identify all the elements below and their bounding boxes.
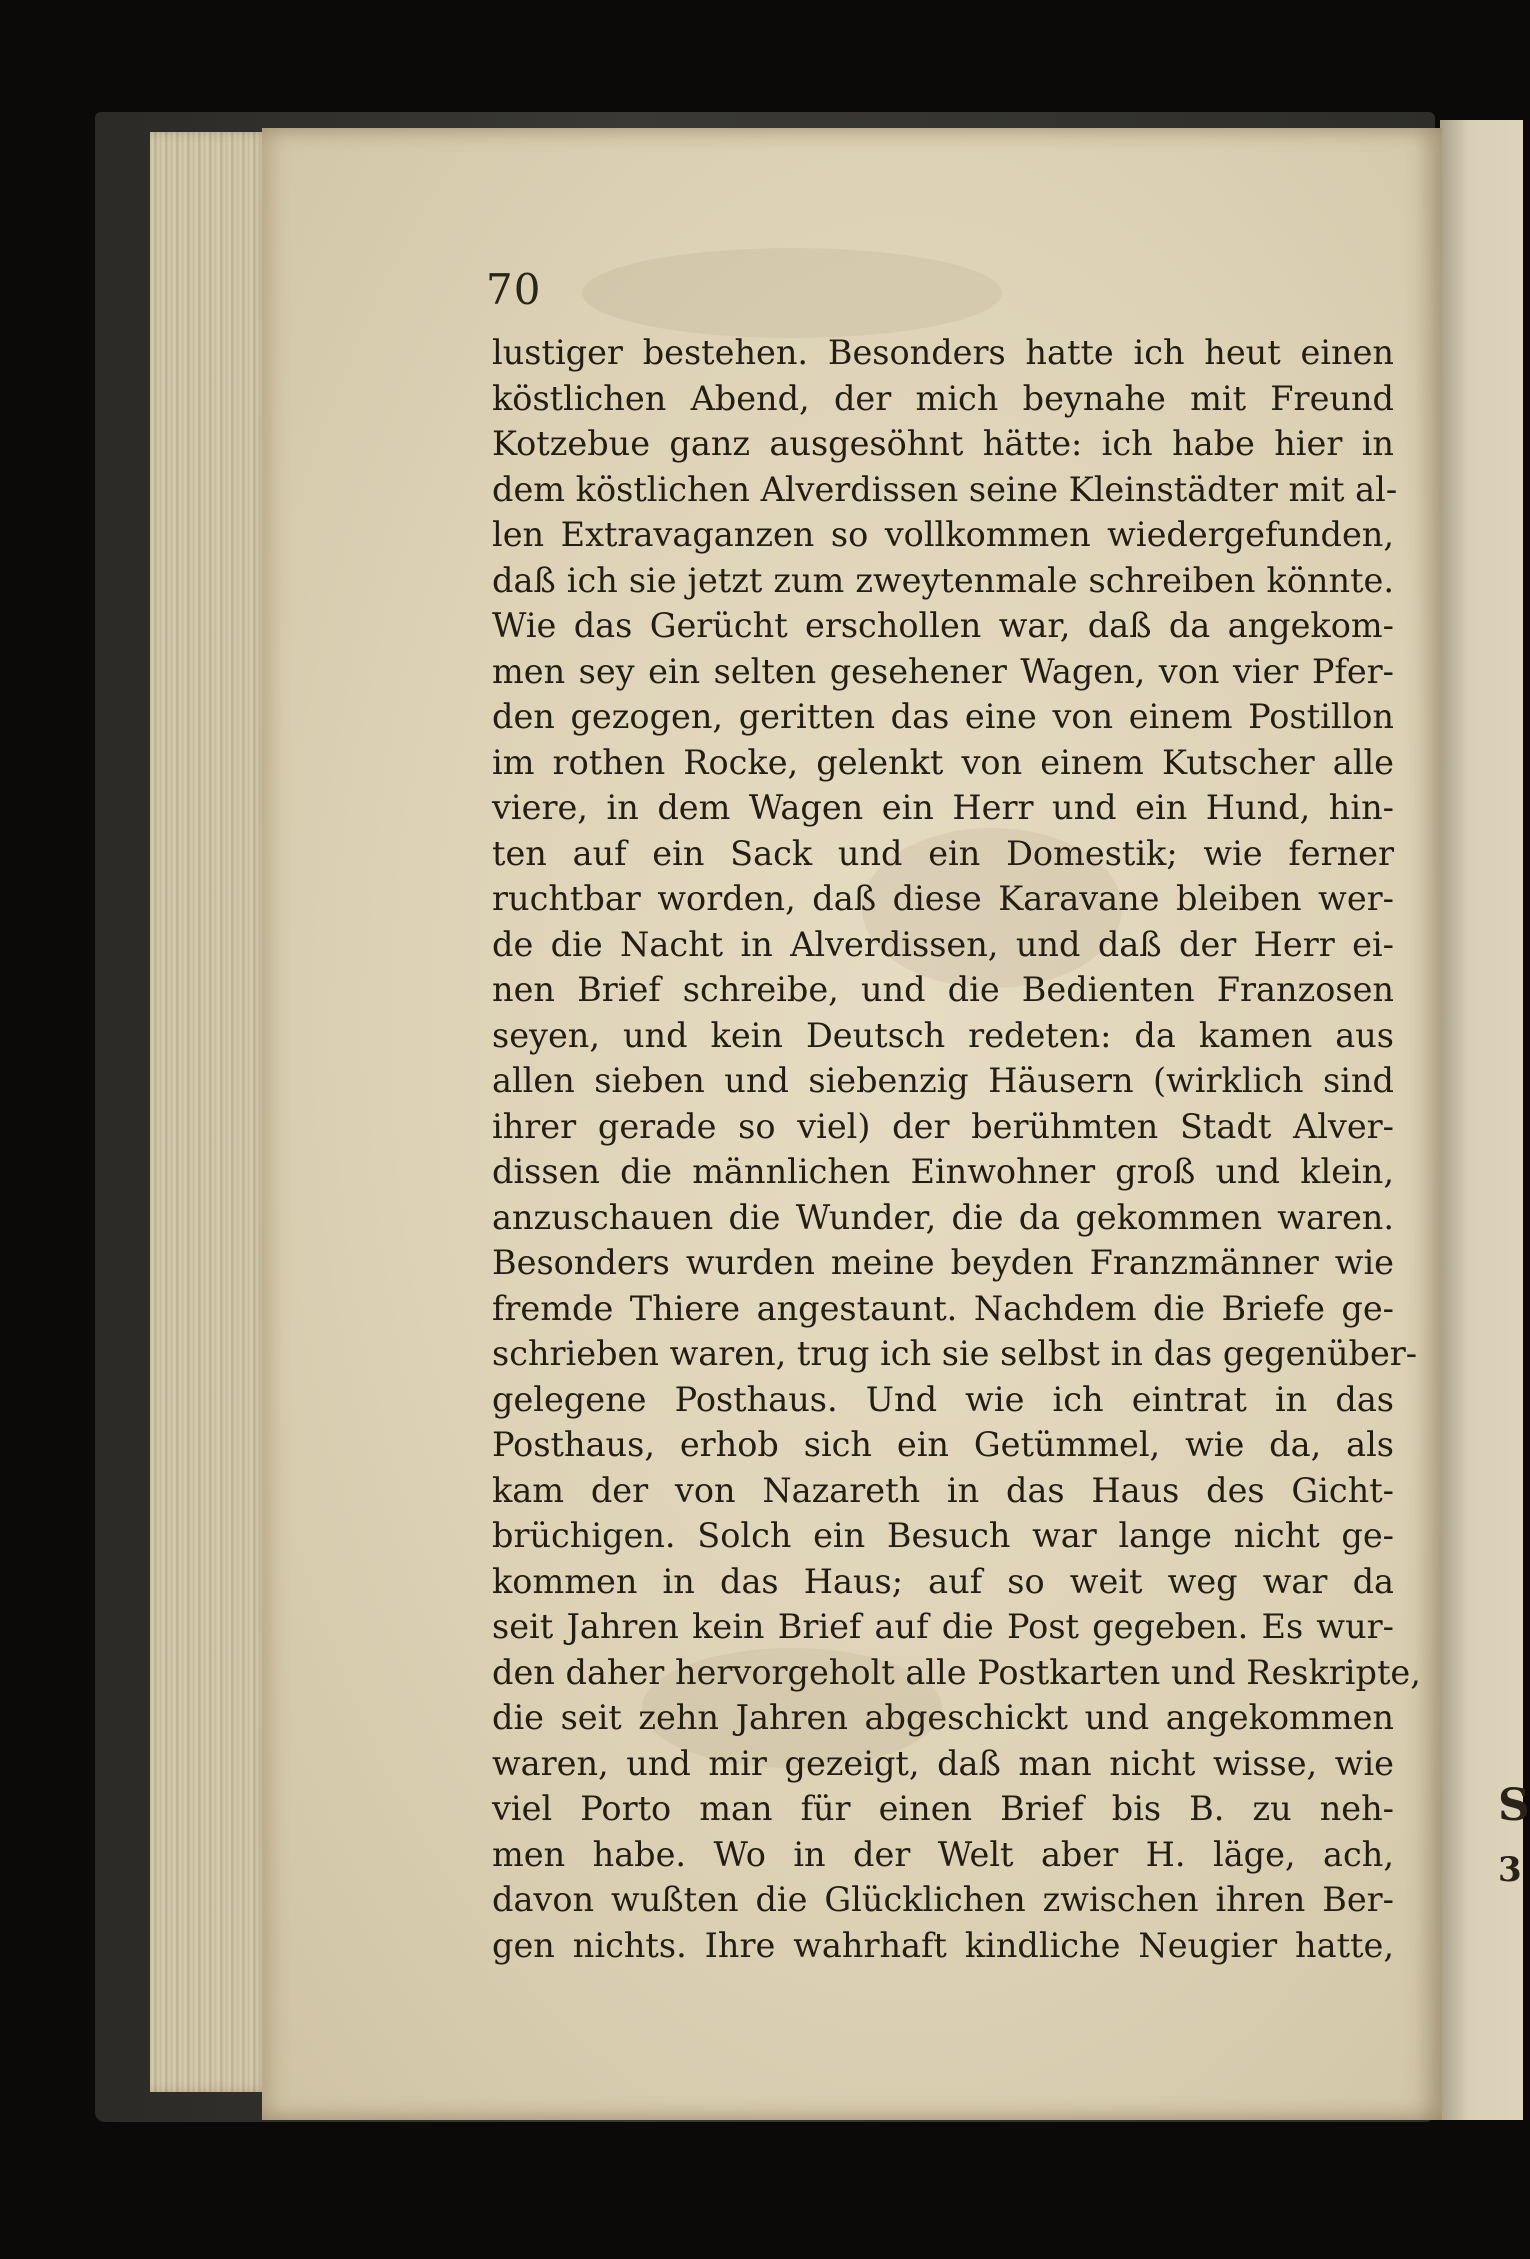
text-line: nen Brief schreibe, und die Bedienten Franzosen bbox=[492, 970, 1394, 1009]
text-line: davon wußten die Glücklichen zwischen ihren Ber- bbox=[492, 1880, 1394, 1919]
text-line: men habe. Wo in der Welt aber H. läge, ach, bbox=[492, 1834, 1394, 1874]
text-line: Posthaus, erhob sich ein Getümmel, wie da, als bbox=[492, 1425, 1394, 1464]
text-line: den gezogen, geritten das eine von einem Postillon bbox=[492, 697, 1394, 736]
text-line: lustiger bestehen. Besonders hatte ich heut einen bbox=[492, 333, 1394, 372]
facing-page-edge bbox=[1440, 120, 1530, 2120]
text-line: kommen in das Haus; auf so weit weg war da bbox=[492, 1561, 1394, 1601]
text-line: ihrer gerade so viel) der berühmten Stadt Alver- bbox=[492, 1106, 1394, 1146]
text-line: seit Jahren kein Brief auf die Post gegeben. Es wur- bbox=[492, 1607, 1394, 1646]
text-line: seyen, und kein Deutsch redeten: da kamen aus bbox=[492, 1015, 1394, 1055]
text-line: daß ich sie jetzt zum zweytenmale schreiben könnte. bbox=[492, 560, 1394, 600]
text-line: kam der von Nazareth in das Haus des Gicht- bbox=[492, 1470, 1394, 1510]
text-line: de die Nacht in Alverdissen, und daß der Herr ei- bbox=[492, 924, 1394, 964]
text-line: ten auf ein Sack und ein Domestik; wie ferner bbox=[492, 833, 1394, 873]
page-edges bbox=[150, 132, 270, 2092]
text-line: anzuschauen die Wunder, die da gekommen waren. bbox=[492, 1197, 1394, 1237]
text-line: im rothen Rocke, gelenkt von einem Kutscher alle bbox=[492, 742, 1394, 782]
text-line: Wie das Gerücht erschollen war, daß da angekom- bbox=[492, 606, 1394, 645]
text-line: köstlichen Abend, der mich beynahe mit Freund bbox=[492, 378, 1394, 418]
text-line: men sey ein selten gesehener Wagen, von vier Pfer- bbox=[492, 651, 1394, 691]
text-line: schrieben waren, trug ich sie selbst in das gegenüber- bbox=[492, 1334, 1418, 1373]
text-line: dissen die männlichen Einwohner groß und klein, bbox=[492, 1152, 1394, 1191]
text-line: ruchtbar worden, daß diese Karavane bleiben wer- bbox=[492, 879, 1394, 918]
page-number: 70 bbox=[486, 265, 542, 314]
text-line: Kotzebue ganz ausgesöhnt hätte: ich habe hier in bbox=[492, 424, 1394, 463]
text-line: fremde Thiere angestaunt. Nachdem die Briefe ge- bbox=[492, 1288, 1394, 1328]
text-line: viere, in dem Wagen ein Herr und ein Hund, hin- bbox=[492, 788, 1394, 827]
text-line: viel Porto man für einen Brief bis B. zu neh- bbox=[492, 1789, 1394, 1828]
text-line: len Extravaganzen so vollkommen wiedergefunden, bbox=[492, 515, 1394, 554]
text-line: brüchigen. Solch ein Besuch war lange nicht ge- bbox=[492, 1516, 1394, 1555]
text-line: die seit zehn Jahren abgeschickt und angekommen bbox=[492, 1698, 1394, 1737]
text-line: Besonders wurden meine beyden Franzmänner wie bbox=[492, 1243, 1394, 1282]
page-text bbox=[492, 330, 1421, 1968]
facing-page-glyph: 3 bbox=[1498, 1850, 1522, 1890]
text-line: gelegene Posthaus. Und wie ich eintrat in das bbox=[492, 1379, 1394, 1419]
facing-page-glyph: S bbox=[1498, 1780, 1530, 1831]
text-line: den daher hervorgeholt alle Postkarten und Reskripte, bbox=[492, 1652, 1421, 1692]
text-line: allen sieben und siebenzig Häusern (wirklich sind bbox=[492, 1061, 1394, 1100]
text-line: waren, und mir gezeigt, daß man nicht wisse, wie bbox=[492, 1743, 1394, 1783]
text-line: gen nichts. Ihre wahrhaft kindliche Neugier hatte, bbox=[492, 1925, 1394, 1965]
text-line: dem köstlichen Alverdissen seine Kleinstädter mit al- bbox=[492, 469, 1398, 509]
